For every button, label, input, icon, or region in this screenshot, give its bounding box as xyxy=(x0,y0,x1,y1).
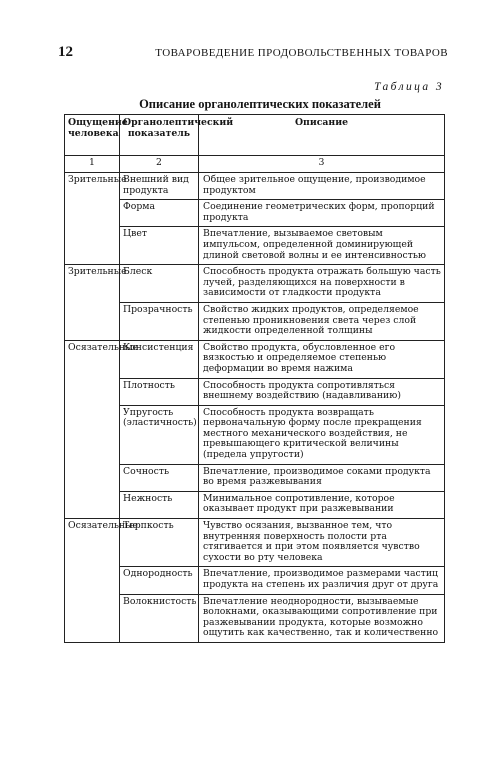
indicator-cell: Внешний вид продукта xyxy=(120,173,199,200)
description-cell: Минимальное сопротивление, которое оказывает продукт при разжевывании xyxy=(199,491,445,518)
table-row xyxy=(65,464,445,491)
indicator-cell: Волокнистость xyxy=(120,594,199,642)
table-label: Таблица 3 xyxy=(374,81,444,93)
indicator-cell: Прозрачность xyxy=(120,302,199,340)
indicator-cell: Однородность xyxy=(120,567,199,594)
column-number: 1 xyxy=(65,156,120,173)
table-row xyxy=(65,491,445,518)
column-number-row xyxy=(65,156,445,173)
description-cell: Свойство продукта, обусловленное его вязкостью и определяемое степенью деформации во время нажима xyxy=(199,340,445,378)
table-row xyxy=(65,594,445,642)
table-row xyxy=(65,173,445,200)
organoleptic-table xyxy=(64,114,445,643)
table-row xyxy=(65,405,445,464)
indicator-cell: Блеск xyxy=(120,265,199,303)
header-sense: Ощущение человека xyxy=(65,115,120,156)
running-title: ТОВАРОВЕДЕНИЕ ПРОДОВОЛЬСТВЕННЫХ ТОВАРОВ xyxy=(155,47,448,59)
indicator-cell: Сочность xyxy=(120,464,199,491)
sense-cell: Зрительные xyxy=(65,173,120,265)
page-number: 12 xyxy=(58,44,73,60)
table-row xyxy=(65,567,445,594)
sense-cell: Зрительные xyxy=(65,265,120,341)
table-row xyxy=(65,200,445,227)
description-cell: Впечатление, производимое размерами частиц продукта на степень их различия друг от друга xyxy=(199,567,445,594)
indicator-cell: Нежность xyxy=(120,491,199,518)
description-cell: Соединение геометрических форм, пропорций продукта xyxy=(199,200,445,227)
description-cell: Впечатление неоднородности, вызываемые волокнами, оказывающими сопротивление при разжевывании продукта, которые возможно ощутить как качественно, так и количественно xyxy=(199,594,445,642)
indicator-cell: Плотность xyxy=(120,378,199,405)
page-header xyxy=(58,44,448,64)
table-row xyxy=(65,340,445,378)
description-cell: Чувство осязания, вызванное тем, что внутренняя поверхность полости рта стягивается и при этом появляется чувство сухости во рту человека xyxy=(199,519,445,567)
table-row xyxy=(65,519,445,567)
description-cell: Впечатление, производимое соками продукта во время разжевывания xyxy=(199,464,445,491)
indicator-cell: Упругость (эластичность) xyxy=(120,405,199,464)
indicator-cell: Цвет xyxy=(120,227,199,265)
header-indicator: Органолептический показатель xyxy=(120,115,199,156)
table-row xyxy=(65,227,445,265)
table-header-row xyxy=(65,115,445,156)
header-description: Описание xyxy=(199,115,445,156)
sense-cell: Осязательные xyxy=(65,519,120,643)
description-cell: Свойство жидких продуктов, определяемое степенью проникновения света через слой жидкости определенной толщины xyxy=(199,302,445,340)
column-number: 2 xyxy=(120,156,199,173)
sense-cell: Осязательные xyxy=(65,340,120,518)
description-cell: Способность продукта возвращать первоначальную форму после прекращения местного механического воздействия, не превышающего критической величины (предела упругости) xyxy=(199,405,445,464)
indicator-cell: Форма xyxy=(120,200,199,227)
table-row xyxy=(65,265,445,303)
column-number: 3 xyxy=(199,156,445,173)
table-row xyxy=(65,302,445,340)
indicator-cell: Консистенция xyxy=(120,340,199,378)
description-cell: Впечатление, вызываемое световым импульсом, определенной доминирующей длиной световой волны и ее интенсивностью xyxy=(199,227,445,265)
description-cell: Способность продукта сопротивляться внешнему воздействию (надавливанию) xyxy=(199,378,445,405)
table-row xyxy=(65,378,445,405)
description-cell: Общее зрительное ощущение, производимое продуктом xyxy=(199,173,445,200)
description-cell: Способность продукта отражать большую часть лучей, разделяющихся на поверхности в зависимости от гладкости продукта xyxy=(199,265,445,303)
indicator-cell: Терпкость xyxy=(120,519,199,567)
table-title: Описание органолептических показателей xyxy=(139,97,381,111)
